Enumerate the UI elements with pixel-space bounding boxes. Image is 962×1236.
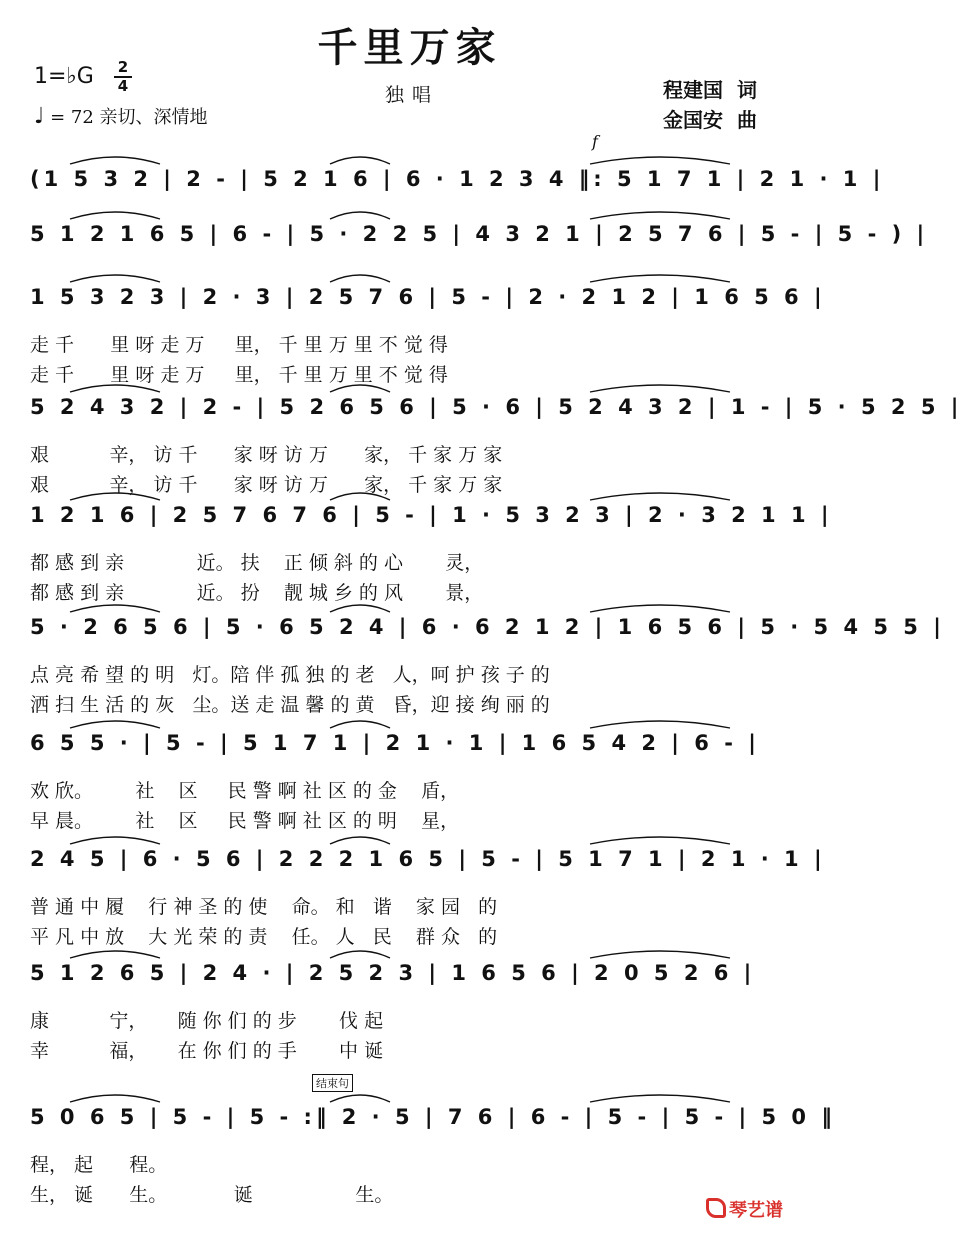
dynamic-marking: f xyxy=(592,132,598,151)
lyric-line-verse-1: 艰 辛， 访 千 家 呀 访 万 家， 千 家 万 家 xyxy=(30,444,503,466)
slur-arc xyxy=(70,493,160,500)
slur-arc xyxy=(330,721,390,728)
lyric-line-verse-1: 走 千 里 呀 走 万 里， 千 里 万 里 不 觉 得 xyxy=(30,334,448,356)
slur-marks xyxy=(30,486,833,536)
lyric-line-verse-2: 早 晨。 社 区 民 警 啊 社 区 的 明 星， xyxy=(30,810,460,832)
lyric-line-verse-2: 艰 辛， 访 千 家 呀 访 万 家， 千 家 万 家 xyxy=(30,474,503,496)
lyricist-name: 程建国 xyxy=(663,78,723,102)
lyric-line-verse-2: 走 千 里 呀 走 万 里， 千 里 万 里 不 觉 得 xyxy=(30,364,448,386)
slur-arc xyxy=(590,275,730,282)
time-sig-top: 2 xyxy=(117,58,129,76)
notation-line: 1 2 1 6 | 2 5 7 6 7 6 | 5 - | 1 · 5 3 2 3 | 2 · 3 2 1 1 | xyxy=(30,503,833,527)
lyric-line-verse-2: 洒 扫 生 活 的 灰 尘。送 走 温 馨 的 黄 昏，迎 接 绚 丽 的 xyxy=(30,694,550,716)
slur-arc xyxy=(70,1095,160,1102)
slur-arc xyxy=(590,493,730,500)
slur-arc xyxy=(70,721,160,728)
slur-arc xyxy=(590,605,730,612)
slur-marks xyxy=(30,378,962,428)
slur-arc xyxy=(70,837,160,844)
slur-marks xyxy=(30,830,826,880)
slur-arc xyxy=(330,605,390,612)
slur-marks xyxy=(30,268,826,318)
composer-credit xyxy=(663,104,757,133)
slur-arc xyxy=(330,493,390,500)
lyric-line-verse-1: 康 宁， 随 你 们 的 步 伐 起 xyxy=(30,1010,384,1032)
slur-arc xyxy=(590,212,730,219)
watermark-logo xyxy=(706,1196,783,1222)
slur-arc xyxy=(590,721,730,728)
time-sig-bottom: 4 xyxy=(117,77,129,95)
notation-line: 5 1 2 1 6 5 | 6 - | 5 · 2 2 5 | 4 3 2 1 | 2 5 7 6 | 5 - | 5 - ) | xyxy=(30,222,929,246)
slur-arc xyxy=(70,212,160,219)
tempo-marking xyxy=(34,103,208,129)
slur-marks xyxy=(30,205,929,255)
slur-arc xyxy=(70,275,160,282)
composer-name: 金国安 xyxy=(663,108,723,132)
tempo-text: = 72 亲切、深情地 xyxy=(50,107,208,128)
slur-arc xyxy=(70,951,160,958)
watermark-text: 琴艺谱 xyxy=(729,1200,783,1221)
performance-type: 独唱 xyxy=(385,84,440,106)
quarter-note-icon: ♩ xyxy=(34,104,45,129)
slur-arc xyxy=(70,157,160,164)
slur-arc xyxy=(330,157,390,164)
slur-marks xyxy=(30,150,885,200)
lyric-line-verse-1: 欢 欣。 社 区 民 警 啊 社 区 的 金 盾， xyxy=(30,780,460,802)
lyric-line-verse-2: 平 凡 中 放 大 光 荣 的 责 任。 人 民 群 众 的 xyxy=(30,926,498,948)
notation-line: 5 0 6 5 | 5 - | 5 - :‖ 2 · 5 | 7 6 | 6 - | 5 - | 5 - | 5 0 ‖ xyxy=(30,1105,836,1129)
slur-marks xyxy=(30,598,945,648)
slur-arc xyxy=(330,385,390,392)
lyric-line-verse-2: 都 感 到 亲 近。 扮 靓 城 乡 的 风 景， xyxy=(30,582,484,604)
slur-arc xyxy=(330,837,390,844)
notation-line: 5 1 2 6 5 | 2 4 · | 2 5 2 3 | 1 6 5 6 | 2 0 5 2 6 | xyxy=(30,961,756,985)
slur-arc xyxy=(330,212,390,219)
time-signature xyxy=(114,60,132,94)
lyric-line-verse-1: 程， 起 程。 xyxy=(30,1154,168,1176)
composer-role: 曲 xyxy=(737,108,757,132)
slur-arc xyxy=(590,157,730,164)
ending-label: 结束句 xyxy=(312,1074,353,1092)
slur-marks xyxy=(30,714,800,764)
key-text: 1=♭G xyxy=(34,64,94,89)
slur-arc xyxy=(590,837,730,844)
lyric-line-verse-1: 普 通 中 履 行 神 圣 的 使 命。 和 谐 家 园 的 xyxy=(30,896,498,918)
notation-line: 5 · 2 6 5 6 | 5 · 6 5 2 4 | 6 · 6 2 1 2 | 1 6 5 6 | 5 · 5 4 5 5 | xyxy=(30,615,945,639)
slur-arc xyxy=(590,951,730,958)
slur-arc xyxy=(590,385,730,392)
lyricist-role: 词 xyxy=(737,78,757,102)
notation-line: 5 2 4 3 2 | 2 - | 5 2 6 5 6 | 5 · 6 | 5 2 4 3 2 | 1 - | 5 · 5 2 5 | xyxy=(30,395,962,419)
slur-arc xyxy=(590,1095,730,1102)
slur-arc xyxy=(330,951,390,958)
notation-line: 6 5 5 · | 5 - | 5 1 7 1 | 2 1 · 1 | 1 6 5 4 2 | 6 - | xyxy=(30,731,760,755)
key-signature xyxy=(34,64,94,89)
lyricist-credit xyxy=(663,74,757,103)
lyric-line-verse-2: 幸 福， 在 你 们 的 手 中 诞 xyxy=(30,1040,384,1062)
slur-arc xyxy=(70,605,160,612)
lyric-line-verse-2: 生， 诞 生。 诞 生。 xyxy=(30,1184,394,1206)
song-title: 千里万家 xyxy=(317,24,502,71)
slur-arc xyxy=(330,1095,390,1102)
slur-marks xyxy=(30,944,800,994)
notation-line: 1 5 3 2 3 | 2 · 3 | 2 5 7 6 | 5 - | 2 · 2 1 2 | 1 6 5 6 | xyxy=(30,285,826,309)
logo-mark-icon xyxy=(706,1198,726,1218)
slur-marks xyxy=(30,1088,836,1138)
slur-arc xyxy=(330,275,390,282)
notation-line: (1 5 3 2 | 2 - | 5 2 1 6 | 6 · 1 2 3 4 ‖: 5 1 7 1 | 2 1 · 1 | xyxy=(30,167,885,191)
notation-line: 2 4 5 | 6 · 5 6 | 2 2 2 1 6 5 | 5 - | 5 1 7 1 | 2 1 · 1 | xyxy=(30,847,826,871)
slur-arc xyxy=(70,385,160,392)
lyric-line-verse-1: 都 感 到 亲 近。 扶 正 倾 斜 的 心 灵， xyxy=(30,552,484,574)
lyric-line-verse-1: 点 亮 希 望 的 明 灯。陪 伴 孤 独 的 老 人，呵 护 孩 子 的 xyxy=(30,664,550,686)
